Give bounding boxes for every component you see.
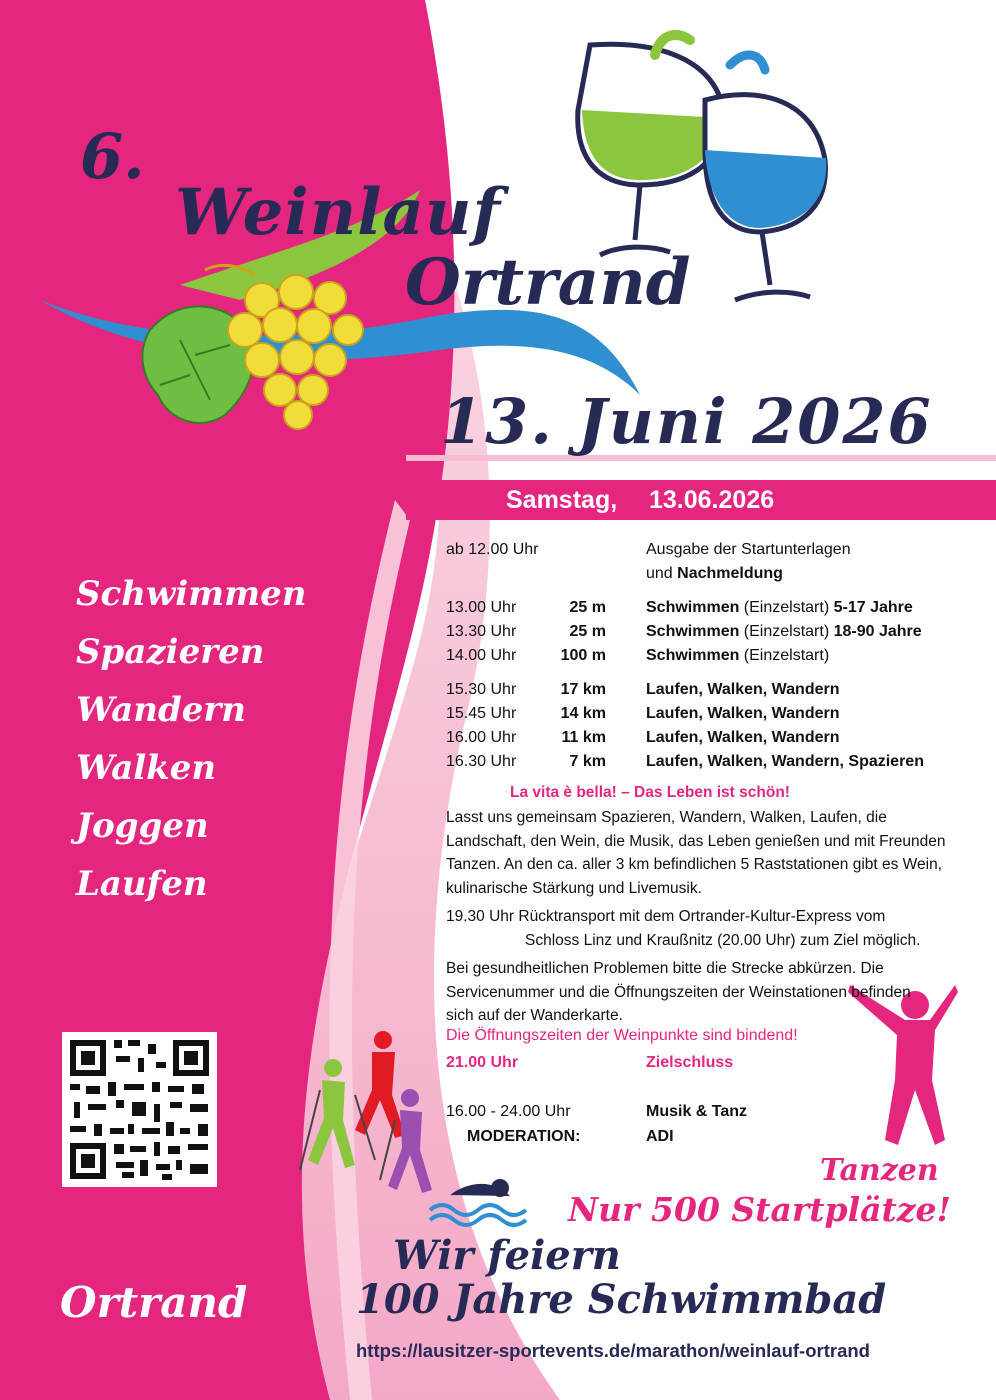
- schedule-row-intro: [446, 538, 991, 562]
- day-label: Samstag,: [506, 486, 618, 514]
- sport-item: Schwimmen: [76, 574, 307, 614]
- schedule-time: ab 12.00 Uhr: [446, 541, 539, 558]
- schedule-activity: [646, 678, 840, 702]
- activity-name: Laufen, Walken, Wandern, Spazieren: [646, 753, 924, 770]
- activity-note: (Einzelstart): [739, 647, 830, 664]
- activity-name: Laufen, Walken, Wandern: [646, 681, 840, 698]
- activity-name: Schwimmen: [646, 647, 740, 664]
- schedule-time: 13.30 Uhr: [446, 623, 517, 640]
- schedule-time: 13.00 Uhr: [446, 599, 517, 616]
- schedule-time: 14.00 Uhr: [446, 647, 517, 664]
- activity-name: Schwimmen: [646, 599, 740, 616]
- celebration-line2: 100 Jahre Schwimmbad: [356, 1276, 887, 1323]
- activity-age: 5-17 Jahre: [833, 599, 913, 616]
- schedule-row: [446, 702, 991, 726]
- qr-code-icon[interactable]: [62, 1032, 217, 1187]
- day-bar: [406, 480, 996, 520]
- schedule-row: [446, 620, 991, 644]
- sport-item: Walken: [76, 748, 217, 788]
- schedule-time: 16.00 Uhr: [446, 729, 517, 746]
- activity-age: 18-90 Jahre: [833, 623, 922, 640]
- schedule-distance: 11 km: [561, 729, 606, 746]
- schedule-time: 16.30 Uhr: [446, 753, 517, 770]
- activity-name: Schwimmen: [646, 623, 740, 640]
- event-title-town: Ortrand: [405, 245, 691, 320]
- day-date: 13.06.2026: [649, 486, 775, 514]
- opening-hours-warning: Die Öffnungszeiten der Weinpunkte sind bindend!: [446, 1027, 798, 1044]
- health-note: Bei gesundheitlichen Problemen bitte die Strecke abkürzen. Die Servicenummer und die Öffnungszeiten der Weinstationen befinden sich auf der Wanderkarte.: [446, 960, 911, 1024]
- intro-bold: Nachmeldung: [677, 565, 783, 582]
- schedule-distance: 25 m: [569, 623, 606, 640]
- schedule: [446, 538, 991, 774]
- intro-prefix: und: [646, 565, 678, 582]
- moderation-label: MODERATION:: [467, 1128, 581, 1145]
- schedule-activity: [646, 702, 840, 726]
- edition-number: 6.: [80, 120, 145, 193]
- schedule-row: [446, 678, 991, 702]
- schedule-activity: [646, 596, 913, 620]
- moderation-value: ADI: [646, 1128, 674, 1145]
- music-time: 16.00 - 24.00 Uhr: [446, 1103, 571, 1120]
- closing-label: Zielschluss: [646, 1054, 734, 1071]
- sport-item: Laufen: [76, 864, 208, 904]
- closing-time: 21.00 Uhr: [446, 1054, 519, 1071]
- schedule-activity: Ausgabe der Startunterlagen: [646, 541, 851, 558]
- schedule-time: 15.30 Uhr: [446, 681, 517, 698]
- sports-list: [76, 565, 306, 913]
- schedule-activity: [646, 750, 924, 774]
- sport-item: Joggen: [76, 806, 209, 846]
- schedule-row: [446, 750, 991, 774]
- event-date: 13. Juni 2026: [440, 385, 933, 458]
- schedule-distance: 7 km: [569, 753, 606, 770]
- schedule-distance: 25 m: [569, 599, 606, 616]
- tagline: La vita è bella! – Das Leben ist schön!: [510, 784, 790, 801]
- sport-item: Spazieren: [76, 632, 265, 672]
- schedule-activity: [646, 726, 840, 750]
- return-transport-line1: 19.30 Uhr Rücktransport mit dem Ortrander-Kultur-Express vom: [446, 908, 886, 925]
- schedule-row: [446, 596, 991, 620]
- start-slots: Nur 500 Startplätze!: [568, 1190, 951, 1229]
- description-paragraph: Lasst uns gemeinsam Spazieren, Wandern, Walken, Laufen, die Landschaft, den Wein, die Musik, das Leben genießen und mit Freunden Tanzen. An den ca. aller 3 km befindlichen 5 Raststationen gibt es Wein, kulinarische Stärkung und Livemusik.: [446, 809, 946, 897]
- event-title: Weinlauf: [175, 175, 502, 250]
- qr-code-graphic: [62, 1032, 217, 1187]
- schedule-activity: [646, 644, 829, 668]
- schedule-row: [446, 644, 991, 668]
- music-label: Musik & Tanz: [646, 1103, 748, 1120]
- dance-label: Tanzen: [820, 1153, 939, 1188]
- activity-name: Laufen, Walken, Wandern: [646, 705, 840, 722]
- activity-note: (Einzelstart): [739, 599, 834, 616]
- schedule-distance: 17 km: [560, 681, 606, 698]
- schedule-row: [446, 726, 991, 750]
- schedule-row-intro-2: [446, 562, 991, 586]
- return-transport-line2: Schloss Linz und Kraußnitz (20.00 Uhr) zum Ziel möglich.: [525, 932, 921, 949]
- schedule-activity: [646, 620, 922, 644]
- activity-name: Laufen, Walken, Wandern: [646, 729, 840, 746]
- town-name: Ortrand: [60, 1278, 248, 1327]
- schedule-distance: 14 km: [560, 705, 606, 722]
- activity-note: (Einzelstart): [739, 623, 834, 640]
- schedule-distance: 100 m: [560, 647, 606, 664]
- celebration-line1: Wir feiern: [393, 1232, 621, 1279]
- wine-glass-icon: [705, 55, 826, 300]
- website-link[interactable]: https://lausitzer-sportevents.de/marathon/weinlauf-ortrand: [356, 1340, 870, 1361]
- schedule-time: 15.45 Uhr: [446, 705, 517, 722]
- sport-item: Wandern: [76, 690, 247, 730]
